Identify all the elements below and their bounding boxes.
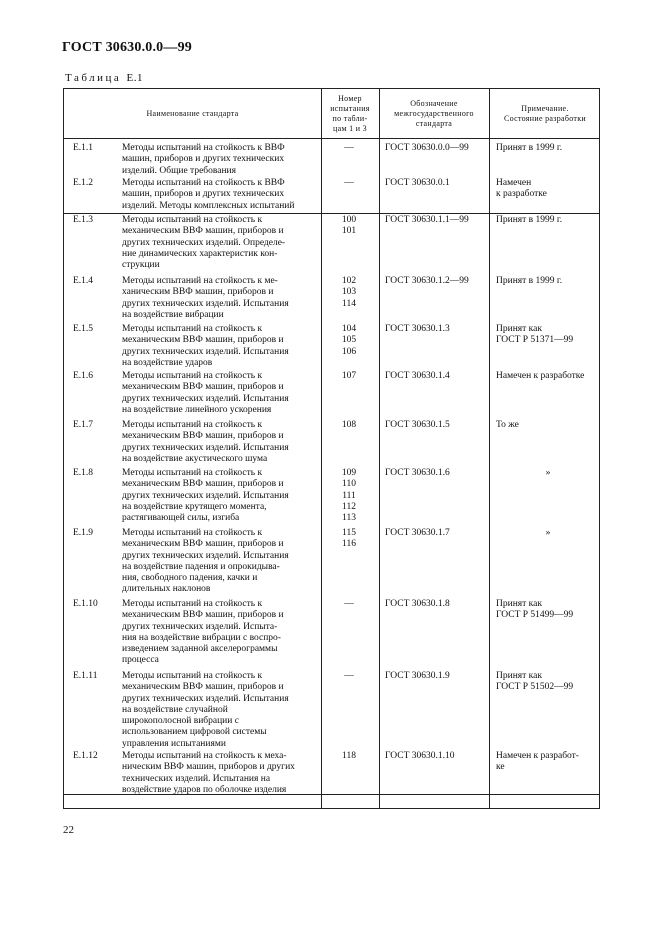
- row-test-numbers: [324, 671, 374, 682]
- row-standard-name: [122, 599, 319, 667]
- standard-name-line: Методы испытаний на стойкость к: [122, 528, 263, 538]
- row-note: [496, 276, 600, 287]
- test-number: —: [344, 599, 354, 609]
- standard-name-line: других технических изделий. Испытания: [122, 346, 289, 357]
- standards-table: [63, 88, 600, 809]
- row-gost-designation: ГОСТ 30630.1.9: [385, 671, 450, 681]
- standard-name-line: Методы испытаний на стойкость к ВВФ: [122, 178, 285, 188]
- note-line: ГОСТ Р 51502—99: [496, 682, 574, 693]
- standard-name-line: на воздействие вибрации: [122, 309, 224, 320]
- row-test-numbers: [324, 751, 374, 762]
- standard-name-line: процесса: [122, 655, 159, 666]
- header-test-number-line: цам 1 и 3: [333, 123, 367, 133]
- standard-name-line: других технических изделий. Испытания: [122, 298, 289, 309]
- row-test-numbers: [324, 528, 374, 551]
- table-number: Е.1: [126, 72, 144, 84]
- test-number: 113: [342, 513, 356, 524]
- row-test-numbers: [324, 178, 374, 189]
- standard-name-line: машин, приборов и других технических: [122, 154, 285, 165]
- header-designation-line: межгосударственного: [394, 108, 474, 118]
- standard-name-line: механическим ВВФ машин, приборов и: [122, 539, 284, 550]
- test-number: 106: [341, 346, 357, 357]
- row-group-divider: [64, 213, 599, 214]
- standard-name-line: Методы испытаний на стойкость к: [122, 324, 263, 334]
- standard-name-line: Методы испытаний на стойкость к: [122, 468, 263, 478]
- standard-name-line: ническим ВВФ машин, приборов и других: [122, 762, 295, 773]
- row-standard-name: [122, 324, 319, 369]
- row-gost-designation: ГОСТ 30630.1.4: [385, 371, 450, 381]
- row-test-numbers: [324, 215, 374, 238]
- note-line: Намечен: [496, 178, 532, 188]
- row-test-numbers: [324, 143, 374, 154]
- row-standard-name: [122, 528, 319, 596]
- note-line: ГОСТ Р 51371—99: [496, 335, 574, 346]
- standard-name-line: управления испытаниями: [122, 738, 226, 749]
- standard-name-line: других технических изделий. Испытания: [122, 393, 289, 404]
- test-number: —: [344, 143, 354, 153]
- test-number: —: [344, 671, 354, 681]
- row-gost-designation: ГОСТ 30630.1.3: [385, 324, 450, 334]
- row-note: [496, 371, 600, 382]
- row-note: [496, 143, 600, 154]
- test-number: 111: [342, 490, 356, 501]
- standard-name-line: ние динамических характеристик кон-: [122, 248, 278, 259]
- row-gost-designation: ГОСТ 30630.1.8: [385, 599, 450, 609]
- row-standard-name: [122, 178, 319, 212]
- standard-name-line: других технических изделий. Испытания: [122, 442, 289, 453]
- note-line: Принят как: [496, 599, 542, 609]
- standard-name-line: механическим ВВФ машин, приборов и: [122, 335, 284, 346]
- row-gost-designation: ГОСТ 30630.1.1—99: [385, 215, 469, 225]
- row-gost-designation: ГОСТ 30630.1.6: [385, 468, 450, 478]
- document-header: ГОСТ 30630.0.0—99: [62, 40, 192, 55]
- standard-name-line: на воздействие акустического шума: [122, 453, 268, 464]
- standard-name-line: на воздействие падения и опрокидыва-: [122, 561, 280, 572]
- row-code: Е.1.7: [73, 420, 94, 430]
- row-note: [496, 215, 600, 226]
- test-number: 102: [341, 276, 357, 286]
- row-standard-name: [122, 420, 319, 465]
- row-gost-designation: ГОСТ 30630.1.2—99: [385, 276, 469, 286]
- standard-name-line: других технических изделий. Определе-: [122, 237, 286, 248]
- standard-name-line: механическим ВВФ машин, приборов и: [122, 382, 284, 393]
- standard-name-line: машин, приборов и других технических: [122, 189, 285, 200]
- row-standard-name: [122, 143, 319, 177]
- row-note: [496, 420, 600, 431]
- test-number: 107: [341, 371, 357, 381]
- column-divider: [379, 89, 380, 808]
- test-number: 104: [341, 324, 357, 334]
- column-divider: [321, 89, 322, 808]
- row-note: [496, 324, 600, 347]
- row-note: [496, 671, 600, 694]
- row-gost-designation: ГОСТ 30630.0.0—99: [385, 143, 469, 153]
- standard-name-line: на воздействие крутящего момента,: [122, 501, 267, 512]
- row-code: Е.1.9: [73, 528, 94, 538]
- note-line: То же: [496, 420, 519, 430]
- header-designation-line: стандарта: [415, 118, 453, 128]
- header-standard-name-text: Наименование стандарта: [146, 108, 239, 118]
- row-standard-name: [122, 468, 319, 524]
- standard-name-line: механическим ВВФ машин, приборов и: [122, 682, 284, 693]
- row-test-numbers: [324, 276, 374, 310]
- table-caption-label: Таблица: [65, 72, 122, 84]
- test-number: 101: [341, 226, 357, 237]
- note-line: Принят в 1999 г.: [496, 215, 563, 225]
- note-line: »: [545, 468, 551, 478]
- standard-name-line: Методы испытаний на стойкость к: [122, 599, 263, 609]
- standard-name-line: механическим ВВФ машин, приборов и: [122, 479, 284, 490]
- row-standard-name: [122, 215, 319, 271]
- test-number: 108: [341, 420, 357, 430]
- header-test-number-line: по табли-: [332, 113, 368, 123]
- standard-name-line: технических изделий. Испытания на: [122, 773, 271, 784]
- standard-name-line: механическим ВВФ машин, приборов и: [122, 226, 284, 237]
- header-test-number: [321, 89, 379, 138]
- row-code: Е.1.6: [73, 371, 94, 381]
- row-code: Е.1.2: [73, 178, 94, 188]
- standard-name-line: других технических изделий. Испыта-: [122, 621, 278, 632]
- row-test-numbers: [324, 599, 374, 610]
- header-note-line: Примечание.: [521, 103, 569, 113]
- note-line: ке: [496, 762, 505, 773]
- standard-name-line: других технических изделий. Испытания: [122, 490, 289, 501]
- row-note: [496, 468, 600, 479]
- standard-name-line: на воздействие ударов: [122, 357, 213, 368]
- standard-name-line: растягивающей силы, изгиба: [122, 513, 240, 524]
- note-line: Намечен к разработ-: [496, 751, 579, 761]
- row-standard-name: [122, 276, 319, 321]
- row-code: Е.1.8: [73, 468, 94, 478]
- header-note: [489, 89, 601, 138]
- standard-name-line: ния на воздействие вибрации с воспро-: [122, 632, 281, 643]
- row-gost-designation: ГОСТ 30630.1.5: [385, 420, 450, 430]
- row-standard-name: [122, 371, 319, 416]
- row-test-numbers: [324, 420, 374, 431]
- standard-name-line: Методы испытаний на стойкость к ВВФ: [122, 143, 285, 153]
- row-standard-name: [122, 671, 319, 750]
- row-code: Е.1.1: [73, 143, 94, 153]
- test-number: 103: [341, 287, 357, 298]
- note-line: Принят в 1999 г.: [496, 276, 563, 286]
- standard-name-line: Методы испытаний на стойкость к: [122, 215, 263, 225]
- standard-name-line: воздействие ударов по оболочке изделия: [122, 784, 287, 795]
- test-number: —: [344, 178, 354, 188]
- row-test-numbers: [324, 371, 374, 382]
- note-line: Принят как: [496, 324, 542, 334]
- row-note: [496, 528, 600, 539]
- standard-name-line: Методы испытаний на стойкость к меха-: [122, 751, 287, 761]
- row-note: [496, 599, 600, 622]
- row-code: Е.1.5: [73, 324, 94, 334]
- standard-name-line: механическим ВВФ машин, приборов и: [122, 610, 284, 621]
- standard-name-line: механическим ВВФ машин, приборов и: [122, 431, 284, 442]
- note-line: Намечен к разработке: [496, 371, 585, 381]
- header-test-number-line: Номер: [338, 93, 362, 103]
- row-test-numbers: [324, 468, 374, 524]
- page-number: 22: [63, 824, 74, 836]
- standard-name-line: использованием цифровой системы: [122, 727, 267, 738]
- note-line: ГОСТ Р 51499—99: [496, 610, 574, 621]
- table-caption: [65, 72, 143, 84]
- note-line: Принят как: [496, 671, 542, 681]
- test-number: 112: [342, 501, 356, 512]
- header-designation: [379, 89, 489, 138]
- test-number: 105: [341, 335, 357, 346]
- test-number: 118: [342, 751, 356, 761]
- row-code: Е.1.11: [73, 671, 98, 681]
- standard-name-line: Методы испытаний на стойкость к: [122, 371, 263, 381]
- standard-name-line: длительных наклонов: [122, 584, 211, 595]
- header-designation-line: Обозначение: [410, 98, 458, 108]
- column-divider: [489, 89, 490, 808]
- note-line: »: [545, 528, 551, 538]
- standard-name-line: ния, свободного падения, качки и: [122, 573, 258, 584]
- header-standard-name: [64, 89, 321, 138]
- standard-name-line: на воздействие случайной: [122, 704, 228, 715]
- test-number: 114: [342, 298, 356, 309]
- row-code: Е.1.4: [73, 276, 94, 286]
- standard-name-line: на воздействие линейного ускорения: [122, 404, 272, 415]
- row-note: [496, 178, 600, 201]
- standard-name-line: изделий. Общие требования: [122, 165, 236, 176]
- row-note: [496, 751, 600, 774]
- standard-name-line: широкополосной вибрации с: [122, 716, 239, 727]
- test-number: 100: [341, 215, 357, 225]
- standard-name-line: других технических изделий. Испытания: [122, 693, 289, 704]
- standard-name-line: Методы испытаний на стойкость к: [122, 671, 263, 681]
- row-gost-designation: ГОСТ 30630.1.7: [385, 528, 450, 538]
- standard-name-line: Методы испытаний на стойкость к ме-: [122, 276, 278, 286]
- standard-name-line: других технических изделий. Испытания: [122, 550, 289, 561]
- standard-name-line: ханическим ВВФ машин, приборов и: [122, 287, 274, 298]
- standard-name-line: Методы испытаний на стойкость к: [122, 420, 263, 430]
- row-gost-designation: ГОСТ 30630.0.1: [385, 178, 450, 188]
- note-line: к разработке: [496, 189, 547, 200]
- row-standard-name: [122, 751, 319, 796]
- test-number: 116: [342, 539, 356, 550]
- standard-name-line: изведением заданной акселерограммы: [122, 644, 278, 655]
- header-note-line: Состояние разработки: [503, 113, 586, 123]
- standard-name-line: изделий. Методы комплексных испытаний: [122, 200, 295, 211]
- test-number: 109: [341, 468, 357, 478]
- row-code: Е.1.3: [73, 215, 94, 225]
- standard-name-line: струкции: [122, 260, 160, 271]
- test-number: 115: [342, 528, 356, 538]
- test-number: 110: [342, 479, 356, 490]
- row-gost-designation: ГОСТ 30630.1.10: [385, 751, 455, 761]
- header-test-number-line: испытания: [330, 103, 370, 113]
- header-divider: [64, 138, 599, 139]
- note-line: Принят в 1999 г.: [496, 143, 563, 153]
- row-test-numbers: [324, 324, 374, 358]
- row-code: Е.1.12: [73, 751, 98, 761]
- row-code: Е.1.10: [73, 599, 98, 609]
